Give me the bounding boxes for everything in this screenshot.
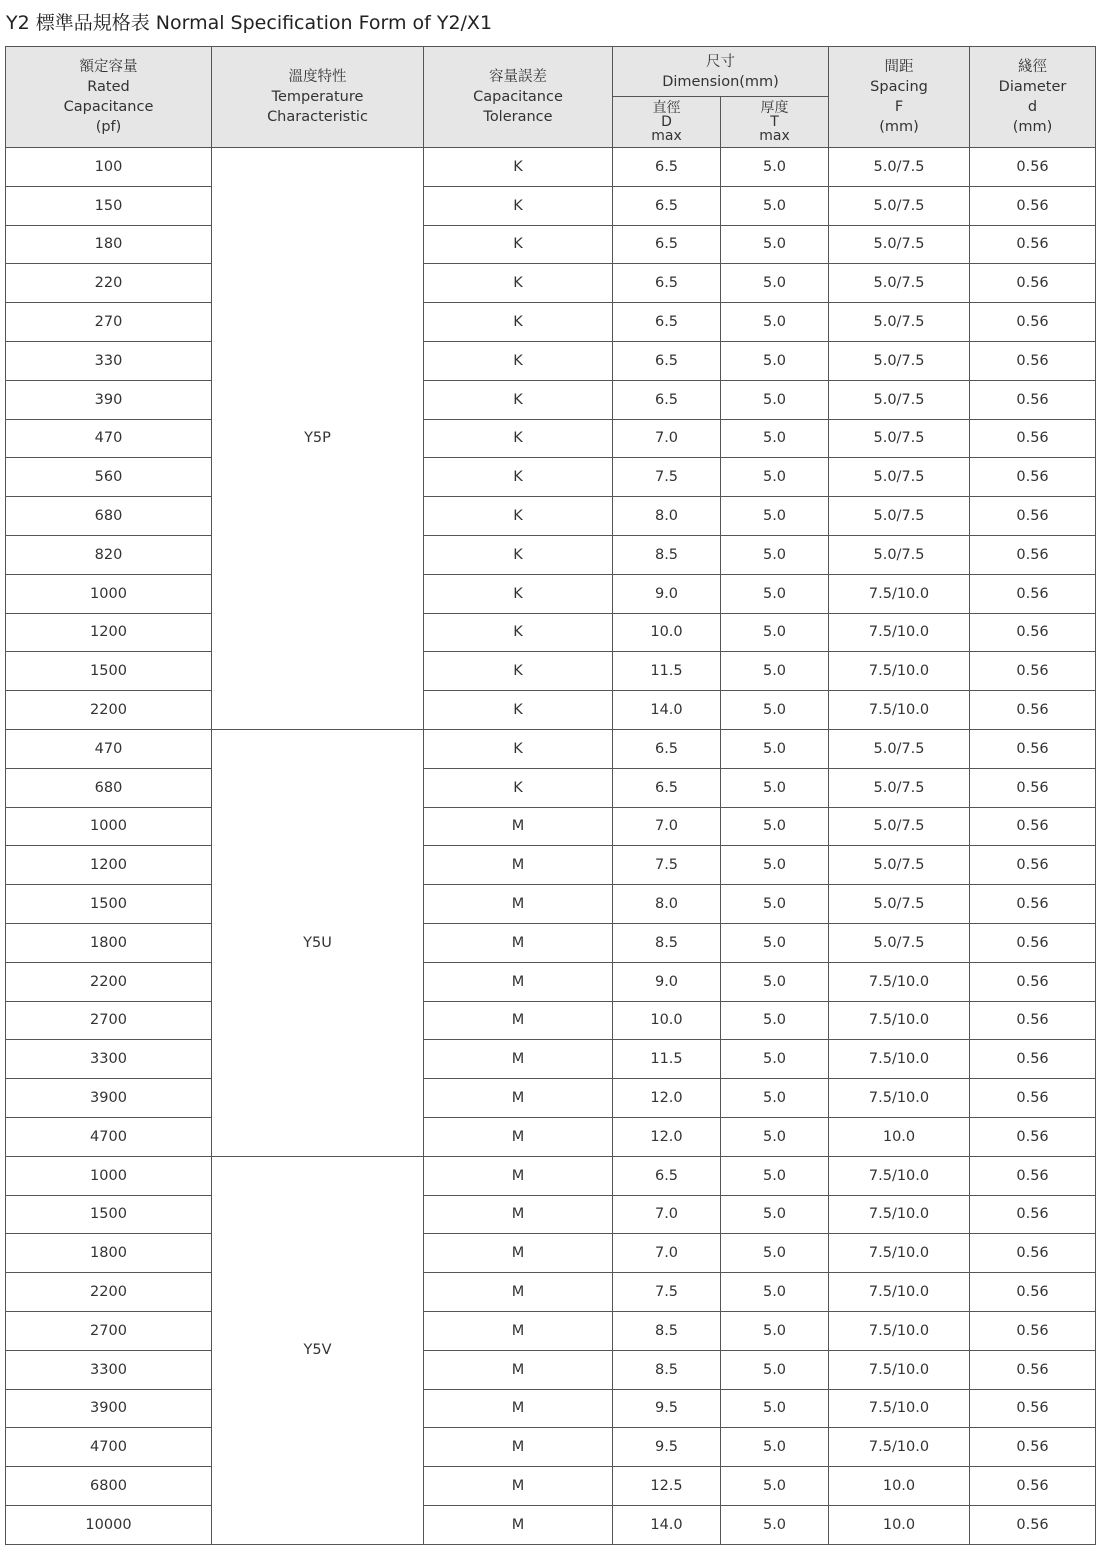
wire-diameter-cell: 0.56 <box>970 1117 1096 1156</box>
tolerance-cell: M <box>424 846 613 885</box>
table-row <box>6 729 1096 768</box>
table-row <box>6 1350 1096 1389</box>
table-row <box>6 225 1096 264</box>
spacing-cell: 7.5/10.0 <box>829 962 970 1001</box>
rated-capacitance-cell: 560 <box>6 458 212 497</box>
thickness-cell: 5.0 <box>721 1079 829 1118</box>
spacing-cell: 7.5/10.0 <box>829 1311 970 1350</box>
diameter-cell: 6.5 <box>613 341 721 380</box>
tolerance-cell: M <box>424 1505 613 1544</box>
temperature-characteristic-cell: Y5P <box>212 148 424 730</box>
thickness-cell: 5.0 <box>721 380 829 419</box>
thickness-cell: 5.0 <box>721 885 829 924</box>
thickness-cell: 5.0 <box>721 303 829 342</box>
spacing-cell: 5.0/7.5 <box>829 264 970 303</box>
thickness-cell: 5.0 <box>721 1273 829 1312</box>
rated-capacitance-cell: 4700 <box>6 1117 212 1156</box>
wire-diameter-cell: 0.56 <box>970 1428 1096 1467</box>
table-row <box>6 1273 1096 1312</box>
diameter-cell: 12.0 <box>613 1117 721 1156</box>
wire-diameter-cell: 0.56 <box>970 1467 1096 1506</box>
spacing-cell: 5.0/7.5 <box>829 186 970 225</box>
wire-diameter-cell: 0.56 <box>970 380 1096 419</box>
diameter-cell: 8.5 <box>613 1311 721 1350</box>
spacing-cell: 5.0/7.5 <box>829 341 970 380</box>
thickness-cell: 5.0 <box>721 846 829 885</box>
thickness-cell: 5.0 <box>721 419 829 458</box>
wire-diameter-cell: 0.56 <box>970 225 1096 264</box>
diameter-cell: 9.0 <box>613 574 721 613</box>
table-row <box>6 148 1096 187</box>
diameter-cell: 8.0 <box>613 885 721 924</box>
spacing-cell: 5.0/7.5 <box>829 768 970 807</box>
tolerance-cell: M <box>424 1079 613 1118</box>
spacing-cell: 7.5/10.0 <box>829 1389 970 1428</box>
rated-capacitance-cell: 1800 <box>6 923 212 962</box>
rated-capacitance-cell: 150 <box>6 186 212 225</box>
table-row <box>6 652 1096 691</box>
header-rated-capacitance: 額定容量 Rated Capacitance (pf) <box>6 47 212 148</box>
spacing-cell: 7.5/10.0 <box>829 1040 970 1079</box>
header-dimension: 尺寸 Dimension(mm) <box>613 47 829 97</box>
tolerance-cell: M <box>424 1389 613 1428</box>
tolerance-cell: M <box>424 962 613 1001</box>
tolerance-cell: K <box>424 148 613 187</box>
thickness-cell: 5.0 <box>721 1195 829 1234</box>
wire-diameter-cell: 0.56 <box>970 691 1096 730</box>
wire-diameter-cell: 0.56 <box>970 148 1096 187</box>
rated-capacitance-cell: 1500 <box>6 1195 212 1234</box>
tolerance-cell: M <box>424 1467 613 1506</box>
rated-capacitance-cell: 2200 <box>6 962 212 1001</box>
rated-capacitance-cell: 1200 <box>6 846 212 885</box>
table-row <box>6 1505 1096 1544</box>
wire-diameter-cell: 0.56 <box>970 729 1096 768</box>
rated-capacitance-cell: 3300 <box>6 1040 212 1079</box>
wire-diameter-cell: 0.56 <box>970 652 1096 691</box>
tolerance-cell: K <box>424 691 613 730</box>
rated-capacitance-cell: 1000 <box>6 574 212 613</box>
rated-capacitance-cell: 3900 <box>6 1079 212 1118</box>
rated-capacitance-cell: 470 <box>6 729 212 768</box>
wire-diameter-cell: 0.56 <box>970 1273 1096 1312</box>
table-row <box>6 535 1096 574</box>
thickness-cell: 5.0 <box>721 691 829 730</box>
wire-diameter-cell: 0.56 <box>970 923 1096 962</box>
spacing-cell: 5.0/7.5 <box>829 303 970 342</box>
tolerance-cell: M <box>424 1195 613 1234</box>
wire-diameter-cell: 0.56 <box>970 1040 1096 1079</box>
table-row <box>6 303 1096 342</box>
tolerance-cell: M <box>424 1117 613 1156</box>
diameter-cell: 6.5 <box>613 148 721 187</box>
spacing-cell: 10.0 <box>829 1117 970 1156</box>
spacing-cell: 7.5/10.0 <box>829 1001 970 1040</box>
thickness-cell: 5.0 <box>721 1311 829 1350</box>
rated-capacitance-cell: 330 <box>6 341 212 380</box>
tolerance-cell: K <box>424 497 613 536</box>
table-row <box>6 1195 1096 1234</box>
thickness-cell: 5.0 <box>721 574 829 613</box>
wire-diameter-cell: 0.56 <box>970 264 1096 303</box>
table-row <box>6 846 1096 885</box>
wire-diameter-cell: 0.56 <box>970 186 1096 225</box>
table-row <box>6 1040 1096 1079</box>
thickness-cell: 5.0 <box>721 1117 829 1156</box>
rated-capacitance-cell: 470 <box>6 419 212 458</box>
spacing-cell: 7.5/10.0 <box>829 652 970 691</box>
thickness-cell: 5.0 <box>721 264 829 303</box>
diameter-cell: 7.0 <box>613 419 721 458</box>
diameter-cell: 6.5 <box>613 380 721 419</box>
header-capacitance-tolerance: 容量誤差 Capacitance Tolerance <box>424 47 613 148</box>
wire-diameter-cell: 0.56 <box>970 419 1096 458</box>
diameter-cell: 6.5 <box>613 264 721 303</box>
thickness-cell: 5.0 <box>721 729 829 768</box>
diameter-cell: 7.0 <box>613 807 721 846</box>
wire-diameter-cell: 0.56 <box>970 807 1096 846</box>
thickness-cell: 5.0 <box>721 923 829 962</box>
wire-diameter-cell: 0.56 <box>970 885 1096 924</box>
tolerance-cell: M <box>424 923 613 962</box>
temperature-characteristic-cell: Y5U <box>212 729 424 1156</box>
tolerance-cell: K <box>424 186 613 225</box>
rated-capacitance-cell: 680 <box>6 768 212 807</box>
header-thickness-t: 厚度 T max <box>721 97 829 148</box>
tolerance-cell: M <box>424 1311 613 1350</box>
thickness-cell: 5.0 <box>721 458 829 497</box>
spacing-cell: 5.0/7.5 <box>829 497 970 536</box>
spacing-cell: 5.0/7.5 <box>829 807 970 846</box>
spacing-cell: 7.5/10.0 <box>829 574 970 613</box>
spacing-cell: 5.0/7.5 <box>829 885 970 924</box>
table-row <box>6 923 1096 962</box>
thickness-cell: 5.0 <box>721 807 829 846</box>
diameter-cell: 8.5 <box>613 535 721 574</box>
spacing-cell: 5.0/7.5 <box>829 225 970 264</box>
spacing-cell: 7.5/10.0 <box>829 1428 970 1467</box>
spacing-cell: 7.5/10.0 <box>829 1079 970 1118</box>
thickness-cell: 5.0 <box>721 1467 829 1506</box>
rated-capacitance-cell: 680 <box>6 497 212 536</box>
header-spacing: 間距 Spacing F (mm) <box>829 47 970 148</box>
diameter-cell: 6.5 <box>613 225 721 264</box>
wire-diameter-cell: 0.56 <box>970 768 1096 807</box>
thickness-cell: 5.0 <box>721 962 829 1001</box>
table-row <box>6 1156 1096 1195</box>
thickness-cell: 5.0 <box>721 1156 829 1195</box>
rated-capacitance-cell: 10000 <box>6 1505 212 1544</box>
tolerance-cell: K <box>424 613 613 652</box>
thickness-cell: 5.0 <box>721 1350 829 1389</box>
rated-capacitance-cell: 2200 <box>6 691 212 730</box>
tolerance-cell: K <box>424 652 613 691</box>
thickness-cell: 5.0 <box>721 1389 829 1428</box>
spacing-cell: 5.0/7.5 <box>829 419 970 458</box>
thickness-cell: 5.0 <box>721 225 829 264</box>
diameter-cell: 12.5 <box>613 1467 721 1506</box>
tolerance-cell: M <box>424 1234 613 1273</box>
rated-capacitance-cell: 1800 <box>6 1234 212 1273</box>
spacing-cell: 7.5/10.0 <box>829 613 970 652</box>
wire-diameter-cell: 0.56 <box>970 1350 1096 1389</box>
rated-capacitance-cell: 1200 <box>6 613 212 652</box>
rated-capacitance-cell: 270 <box>6 303 212 342</box>
spacing-cell: 7.5/10.0 <box>829 1273 970 1312</box>
specification-table <box>5 46 1096 1545</box>
spacing-cell: 5.0/7.5 <box>829 380 970 419</box>
tolerance-cell: M <box>424 1001 613 1040</box>
spacing-cell: 5.0/7.5 <box>829 535 970 574</box>
table-row <box>6 419 1096 458</box>
wire-diameter-cell: 0.56 <box>970 1001 1096 1040</box>
page-title: Y2 標準品規格表 Normal Specification Form of Y2/X1 <box>6 12 493 34</box>
tolerance-cell: M <box>424 1040 613 1079</box>
tolerance-cell: M <box>424 885 613 924</box>
rated-capacitance-cell: 180 <box>6 225 212 264</box>
diameter-cell: 8.0 <box>613 497 721 536</box>
tolerance-cell: K <box>424 768 613 807</box>
rated-capacitance-cell: 2200 <box>6 1273 212 1312</box>
spacing-cell: 5.0/7.5 <box>829 458 970 497</box>
table-row <box>6 613 1096 652</box>
table-row <box>6 458 1096 497</box>
diameter-cell: 7.5 <box>613 846 721 885</box>
spacing-cell: 5.0/7.5 <box>829 729 970 768</box>
diameter-cell: 8.5 <box>613 923 721 962</box>
spacing-cell: 7.5/10.0 <box>829 1350 970 1389</box>
table-row <box>6 691 1096 730</box>
diameter-cell: 7.5 <box>613 458 721 497</box>
rated-capacitance-cell: 100 <box>6 148 212 187</box>
thickness-cell: 5.0 <box>721 186 829 225</box>
tolerance-cell: K <box>424 458 613 497</box>
table-body <box>6 148 1096 1545</box>
rated-capacitance-cell: 4700 <box>6 1428 212 1467</box>
rated-capacitance-cell: 1500 <box>6 652 212 691</box>
thickness-cell: 5.0 <box>721 1428 829 1467</box>
diameter-cell: 7.0 <box>613 1234 721 1273</box>
thickness-cell: 5.0 <box>721 497 829 536</box>
diameter-cell: 14.0 <box>613 691 721 730</box>
tolerance-cell: M <box>424 1350 613 1389</box>
wire-diameter-cell: 0.56 <box>970 303 1096 342</box>
spacing-cell: 10.0 <box>829 1505 970 1544</box>
rated-capacitance-cell: 3300 <box>6 1350 212 1389</box>
spacing-cell: 7.5/10.0 <box>829 691 970 730</box>
diameter-cell: 6.5 <box>613 186 721 225</box>
wire-diameter-cell: 0.56 <box>970 535 1096 574</box>
tolerance-cell: K <box>424 303 613 342</box>
diameter-cell: 7.0 <box>613 1195 721 1234</box>
diameter-cell: 6.5 <box>613 729 721 768</box>
header-temperature-characteristic: 溫度特性 Temperature Characteristic <box>212 47 424 148</box>
wire-diameter-cell: 0.56 <box>970 458 1096 497</box>
rated-capacitance-cell: 1500 <box>6 885 212 924</box>
thickness-cell: 5.0 <box>721 1040 829 1079</box>
table-row <box>6 574 1096 613</box>
table-row <box>6 497 1096 536</box>
wire-diameter-cell: 0.56 <box>970 1389 1096 1428</box>
thickness-cell: 5.0 <box>721 1505 829 1544</box>
tolerance-cell: M <box>424 1273 613 1312</box>
tolerance-cell: M <box>424 807 613 846</box>
table-row <box>6 1001 1096 1040</box>
diameter-cell: 14.0 <box>613 1505 721 1544</box>
tolerance-cell: K <box>424 729 613 768</box>
spacing-cell: 7.5/10.0 <box>829 1156 970 1195</box>
spacing-cell: 10.0 <box>829 1467 970 1506</box>
rated-capacitance-cell: 1000 <box>6 807 212 846</box>
spacing-cell: 5.0/7.5 <box>829 923 970 962</box>
wire-diameter-cell: 0.56 <box>970 1156 1096 1195</box>
diameter-cell: 8.5 <box>613 1350 721 1389</box>
table-row <box>6 1467 1096 1506</box>
tolerance-cell: K <box>424 264 613 303</box>
header-wire-diameter: 綫徑 Diameter d (mm) <box>970 47 1096 148</box>
spacing-cell: 7.5/10.0 <box>829 1234 970 1273</box>
wire-diameter-cell: 0.56 <box>970 1311 1096 1350</box>
rated-capacitance-cell: 820 <box>6 535 212 574</box>
diameter-cell: 6.5 <box>613 303 721 342</box>
tolerance-cell: K <box>424 380 613 419</box>
table-row <box>6 1079 1096 1118</box>
thickness-cell: 5.0 <box>721 1234 829 1273</box>
diameter-cell: 10.0 <box>613 1001 721 1040</box>
rated-capacitance-cell: 2700 <box>6 1001 212 1040</box>
rated-capacitance-cell: 6800 <box>6 1467 212 1506</box>
tolerance-cell: K <box>424 574 613 613</box>
table-row <box>6 807 1096 846</box>
thickness-cell: 5.0 <box>721 535 829 574</box>
thickness-cell: 5.0 <box>721 768 829 807</box>
tolerance-cell: K <box>424 225 613 264</box>
table-row <box>6 341 1096 380</box>
spacing-cell: 5.0/7.5 <box>829 846 970 885</box>
table-row <box>6 1389 1096 1428</box>
wire-diameter-cell: 0.56 <box>970 497 1096 536</box>
diameter-cell: 6.5 <box>613 768 721 807</box>
spacing-cell: 7.5/10.0 <box>829 1195 970 1234</box>
wire-diameter-cell: 0.56 <box>970 1195 1096 1234</box>
tolerance-cell: K <box>424 341 613 380</box>
temperature-characteristic-cell: Y5V <box>212 1156 424 1544</box>
wire-diameter-cell: 0.56 <box>970 574 1096 613</box>
wire-diameter-cell: 0.56 <box>970 1234 1096 1273</box>
diameter-cell: 9.5 <box>613 1428 721 1467</box>
table-row <box>6 962 1096 1001</box>
rated-capacitance-cell: 2700 <box>6 1311 212 1350</box>
rated-capacitance-cell: 220 <box>6 264 212 303</box>
wire-diameter-cell: 0.56 <box>970 1505 1096 1544</box>
table-row <box>6 1428 1096 1467</box>
spacing-cell: 5.0/7.5 <box>829 148 970 187</box>
diameter-cell: 9.0 <box>613 962 721 1001</box>
wire-diameter-cell: 0.56 <box>970 1079 1096 1118</box>
diameter-cell: 6.5 <box>613 1156 721 1195</box>
tolerance-cell: K <box>424 535 613 574</box>
diameter-cell: 12.0 <box>613 1079 721 1118</box>
tolerance-cell: K <box>424 419 613 458</box>
rated-capacitance-cell: 390 <box>6 380 212 419</box>
wire-diameter-cell: 0.56 <box>970 341 1096 380</box>
table-row <box>6 885 1096 924</box>
tolerance-cell: M <box>424 1156 613 1195</box>
diameter-cell: 9.5 <box>613 1389 721 1428</box>
diameter-cell: 11.5 <box>613 1040 721 1079</box>
header-diameter-d: 直徑 D max <box>613 97 721 148</box>
thickness-cell: 5.0 <box>721 148 829 187</box>
thickness-cell: 5.0 <box>721 613 829 652</box>
diameter-cell: 11.5 <box>613 652 721 691</box>
thickness-cell: 5.0 <box>721 1001 829 1040</box>
table-row <box>6 186 1096 225</box>
diameter-cell: 10.0 <box>613 613 721 652</box>
rated-capacitance-cell: 3900 <box>6 1389 212 1428</box>
rated-capacitance-cell: 1000 <box>6 1156 212 1195</box>
wire-diameter-cell: 0.56 <box>970 846 1096 885</box>
diameter-cell: 7.5 <box>613 1273 721 1312</box>
table-row <box>6 1117 1096 1156</box>
tolerance-cell: M <box>424 1428 613 1467</box>
thickness-cell: 5.0 <box>721 652 829 691</box>
thickness-cell: 5.0 <box>721 341 829 380</box>
wire-diameter-cell: 0.56 <box>970 613 1096 652</box>
table-row <box>6 380 1096 419</box>
table-row <box>6 1234 1096 1273</box>
table-row <box>6 768 1096 807</box>
table-row <box>6 264 1096 303</box>
wire-diameter-cell: 0.56 <box>970 962 1096 1001</box>
table-row <box>6 1311 1096 1350</box>
